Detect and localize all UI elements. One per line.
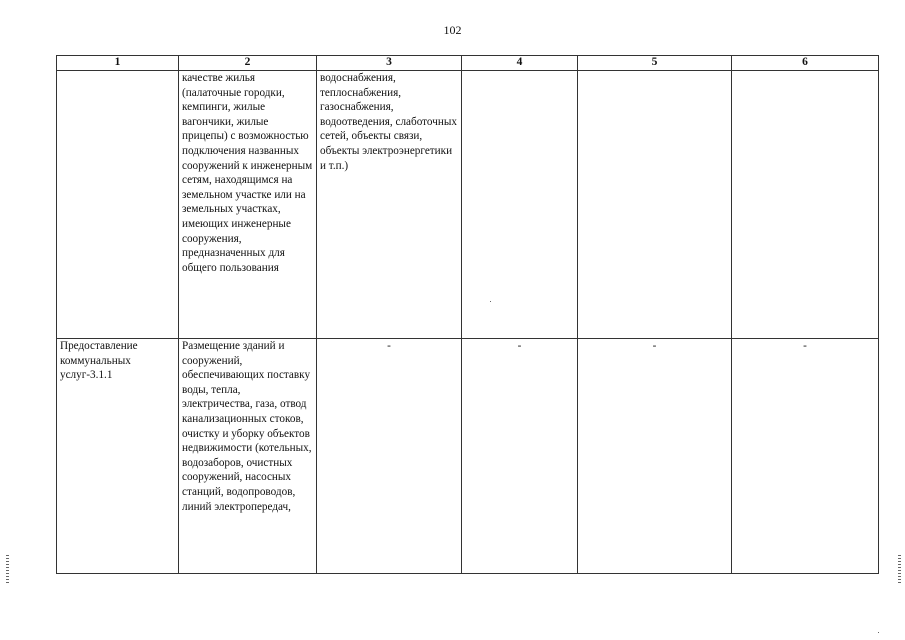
table-cell-col5: [578, 71, 732, 339]
table-cell-col5: -: [578, 339, 732, 574]
column-header-4: 4: [462, 56, 578, 71]
table-cell-col6: [732, 71, 879, 339]
table-cell-name: [57, 71, 179, 339]
page-number: 102: [443, 23, 462, 37]
column-header-5: 5: [578, 56, 732, 71]
table-cell-col3: водоснабжения, теплоснабжения, газоснабжения, водоотведения, слаботочных сетей, объекты связи, объекты электроэнергетики и т.п.): [317, 71, 462, 339]
table-cell-col4: [462, 71, 578, 339]
table-cell-col4: -: [462, 339, 578, 574]
table-cell-col6: -: [732, 339, 879, 574]
scan-artifact-left: [6, 555, 9, 583]
scan-artifact-right: [898, 555, 901, 583]
header-row: [57, 56, 879, 71]
column-header-2: 2: [179, 56, 317, 71]
table-cell-col3: -: [317, 339, 462, 574]
table-cell-name: Предоставление коммунальных услуг-3.1.1: [57, 339, 179, 574]
table-row: [57, 339, 879, 574]
table-cell-description: качестве жилья (палаточные городки, кемпинги, жилые вагончики, жилые прицепы) с возможностью подключения названных сооружений к инженерным сетям, находящимся на земельном участке или на земельных участках, имеющих инженерные сооружения, предназначенных для общего пользования: [179, 71, 317, 339]
column-header-1: 1: [57, 56, 179, 71]
scan-dot: [878, 632, 879, 633]
column-header-6: 6: [732, 56, 879, 71]
column-header-3: 3: [317, 56, 462, 71]
land-use-table: [56, 55, 879, 574]
table-row: [57, 71, 879, 339]
scan-dot: [490, 301, 491, 302]
table-cell-description: Размещение зданий и сооружений, обеспечивающих поставку воды, тепла, электричества, газа, отвод канализационных стоков, очистку и уборку объектов недвижимости (котельных, водозаборов, очистных сооружений, насосных станций, водопроводов, линий электропередач,: [179, 339, 317, 574]
